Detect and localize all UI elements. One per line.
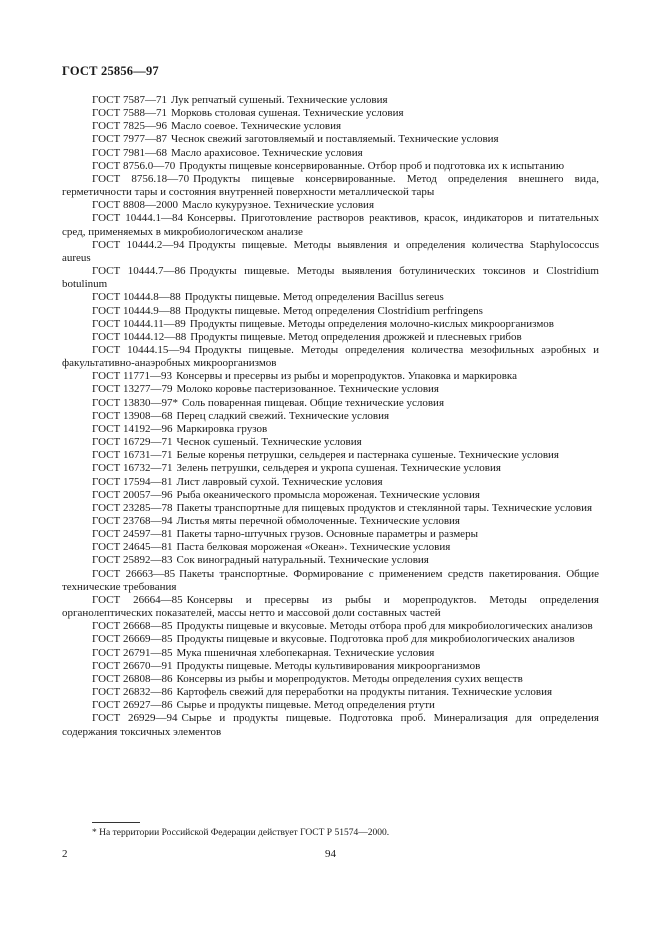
reference-entry bbox=[62, 410, 599, 423]
footnote-separator bbox=[92, 822, 140, 823]
reference-title: Масло кукурузное. Технические условия bbox=[181, 199, 375, 212]
reference-entry bbox=[62, 476, 599, 489]
reference-code: ГОСТ 13277—79 bbox=[92, 383, 173, 396]
reference-code: ГОСТ 26664—85 bbox=[92, 593, 183, 606]
reference-entry bbox=[62, 502, 599, 515]
reference-title: Перец сладкий свежий. Технические условия bbox=[176, 409, 390, 422]
reference-title: Масло арахисовое. Технические условия bbox=[170, 146, 363, 159]
reference-entry bbox=[62, 489, 599, 502]
reference-title: Морковь столовая сушеная. Технические условия bbox=[170, 107, 404, 120]
reference-entry bbox=[62, 239, 599, 265]
reference-title: Пакеты тарно-штучных грузов. Основные параметры и размеры bbox=[176, 528, 478, 541]
reference-code: ГОСТ 24645—81 bbox=[92, 541, 173, 554]
reference-code: ГОСТ 26668—85 bbox=[92, 620, 173, 633]
reference-code: ГОСТ 10444.2—94 bbox=[92, 238, 185, 251]
reference-entry bbox=[62, 633, 599, 646]
footnote: * На территории Российской Федерации действует ГОСТ Р 51574—2000. bbox=[92, 828, 390, 838]
reference-code: ГОСТ 16732—71 bbox=[92, 462, 173, 475]
reference-code: ГОСТ 14192—96 bbox=[92, 422, 173, 435]
reference-code: ГОСТ 7587—71 bbox=[92, 94, 167, 106]
reference-code: ГОСТ 10444.11—89 bbox=[92, 317, 186, 330]
reference-code: ГОСТ 10444.7—86 bbox=[92, 265, 186, 278]
reference-entry bbox=[62, 594, 599, 620]
reference-title: Лук репчатый сушеный. Технические условия bbox=[170, 94, 388, 106]
reference-entry bbox=[62, 344, 599, 370]
reference-title: Сырье и продукты пищевые. Подготовка проб. Минерализация для определения содержания токсичных элементов bbox=[62, 712, 599, 738]
reference-code: ГОСТ 10444.9—88 bbox=[92, 304, 181, 317]
reference-code: ГОСТ 23768—94 bbox=[92, 515, 173, 527]
reference-entry bbox=[62, 147, 599, 160]
reference-entry bbox=[62, 660, 599, 673]
reference-title: Сырье и продукты пищевые. Метод определения ртути bbox=[176, 699, 435, 712]
reference-title: Продукты пищевые и вкусовые. Подготовка проб для микробиологических анализов bbox=[176, 633, 575, 646]
reference-title: Продукты пищевые и вкусовые. Методы отбора проб для микробиологических анализов bbox=[176, 620, 593, 633]
reference-title: Продукты пищевые. Метод определения дрожжей и плесневых грибов bbox=[190, 330, 522, 343]
reference-entry bbox=[62, 712, 599, 738]
reference-code: ГОСТ 26791—85 bbox=[92, 646, 173, 659]
reference-entry bbox=[62, 212, 599, 238]
reference-entry bbox=[62, 370, 599, 383]
reference-code: ГОСТ 16729—71 bbox=[92, 436, 173, 449]
reference-title: Продукты пищевые. Метод определения Bacillus sereus bbox=[184, 291, 444, 304]
reference-code: ГОСТ 16731—71 bbox=[92, 449, 173, 462]
reference-code: ГОСТ 11771—93 bbox=[92, 370, 173, 383]
reference-title: Консервы и пресервы из рыбы и морепродуктов. Упаковка и маркировка bbox=[176, 370, 517, 383]
reference-title: Мука пшеничная хлебопекарная. Технические условия bbox=[176, 646, 435, 659]
reference-code: ГОСТ 8756.18—70 bbox=[92, 172, 190, 185]
reference-code: ГОСТ 7977—87 bbox=[92, 133, 167, 146]
reference-title: Зелень петрушки, сельдерея и укропа сушеная. Технические условия bbox=[176, 462, 501, 475]
reference-title: Сок виноградный натуральный. Технические условия bbox=[176, 554, 429, 567]
reference-title: Продукты пищевые. Методы выявления и определения количества Staphylococcus aureus bbox=[62, 238, 599, 264]
document-number-header: ГОСТ 25856—97 bbox=[62, 64, 159, 78]
reference-code: ГОСТ 8756.0—70 bbox=[92, 159, 176, 172]
reference-title: Продукты пищевые консервированные. Метод определения внешнего вида, герметичности тары и состояния внутренней поверхности металлической тары bbox=[62, 172, 599, 199]
reference-entry bbox=[62, 331, 599, 344]
reference-title: Консервы из рыбы и морепродуктов. Методы определения сухих веществ bbox=[176, 672, 523, 685]
reference-entry bbox=[62, 94, 599, 107]
reference-code: ГОСТ 26663—85 bbox=[92, 567, 176, 580]
reference-code: ГОСТ 10444.8—88 bbox=[92, 291, 181, 304]
reference-title: Продукты пищевые. Методы определения количества мезофильных аэробных и факультативно-анаэробных микроорганизмов bbox=[62, 343, 599, 370]
page-number-left: 2 bbox=[62, 848, 68, 860]
reference-entry bbox=[62, 133, 599, 146]
reference-code: ГОСТ 23285—78 bbox=[92, 501, 173, 514]
reference-title: Продукты пищевые. Методы определения молочно-кислых микроорганизмов bbox=[189, 317, 554, 330]
reference-title: Рыба океанического промысла мороженая. Технические условия bbox=[176, 488, 480, 501]
reference-title: Консервы и пресервы из рыбы и морепродуктов. Методы определения органолептических показателей, массы нетто и массовой доли составных частей bbox=[62, 593, 599, 620]
reference-title: Картофель свежий для переработки на продукты питания. Технические условия bbox=[176, 686, 553, 699]
reference-title: Пакеты транспортные. Формирование с применением средств пакетирования. Общие технические требования bbox=[62, 567, 599, 593]
reference-entry bbox=[62, 541, 599, 554]
reference-entry bbox=[62, 515, 599, 528]
reference-entry bbox=[62, 265, 599, 291]
reference-title: Лист лавровый сухой. Технические условия bbox=[176, 475, 383, 488]
reference-title: Продукты пищевые. Метод определения Clostridium perfringens bbox=[184, 304, 483, 317]
reference-code: ГОСТ 13830—97* bbox=[92, 396, 178, 409]
normative-references-list bbox=[62, 94, 599, 739]
reference-code: ГОСТ 26808—86 bbox=[92, 672, 173, 685]
reference-entry bbox=[62, 291, 599, 304]
reference-entry bbox=[62, 528, 599, 541]
reference-entry bbox=[62, 647, 599, 660]
reference-title: Консервы. Приготовление растворов реактивов, красок, индикаторов и питательных сред, применяемых в микробиологическом анализе bbox=[62, 212, 599, 238]
reference-code: ГОСТ 7825—96 bbox=[92, 120, 167, 133]
reference-entry bbox=[62, 686, 599, 699]
reference-code: ГОСТ 7588—71 bbox=[92, 107, 167, 120]
reference-title: Белые коренья петрушки, сельдерея и пастернака сушеные. Технические условия bbox=[176, 449, 559, 462]
reference-title: Листья мяты перечной обмолоченные. Технические условия bbox=[176, 515, 460, 527]
reference-title: Маркировка грузов bbox=[176, 422, 268, 435]
reference-title: Продукты пищевые консервированные. Отбор проб и подготовка их к испытанию bbox=[179, 159, 565, 172]
reference-code: ГОСТ 13908—68 bbox=[92, 409, 173, 422]
reference-title: Молоко коровье пастеризованное. Технические условия bbox=[176, 383, 439, 396]
reference-entry bbox=[62, 568, 599, 594]
reference-entry bbox=[62, 620, 599, 633]
reference-title: Чеснок сушеный. Технические условия bbox=[176, 436, 362, 449]
reference-entry bbox=[62, 673, 599, 686]
reference-code: ГОСТ 17594—81 bbox=[92, 475, 173, 488]
reference-entry bbox=[62, 199, 599, 212]
reference-entry bbox=[62, 699, 599, 712]
reference-code: ГОСТ 8808—2000 bbox=[92, 199, 178, 212]
reference-entry bbox=[62, 173, 599, 199]
reference-code: ГОСТ 25892—83 bbox=[92, 554, 173, 567]
reference-entry bbox=[62, 462, 599, 475]
reference-title: Продукты пищевые. Методы культивирования микроорганизмов bbox=[176, 659, 481, 672]
reference-code: ГОСТ 26927—86 bbox=[92, 699, 173, 712]
reference-entry bbox=[62, 107, 599, 120]
reference-entry bbox=[62, 397, 599, 410]
reference-entry bbox=[62, 423, 599, 436]
reference-title: Соль поваренная пищевая. Общие технические условия bbox=[181, 396, 445, 409]
reference-entry bbox=[62, 305, 599, 318]
reference-entry bbox=[62, 318, 599, 331]
reference-entry bbox=[62, 449, 599, 462]
reference-entry bbox=[62, 160, 599, 173]
reference-entry bbox=[62, 554, 599, 567]
reference-code: ГОСТ 10444.1—84 bbox=[92, 212, 184, 225]
reference-title: Пакеты транспортные для пищевых продуктов и стеклянной тары. Технические условия bbox=[176, 501, 593, 514]
reference-title: Паста белковая мороженая «Океан». Технические условия bbox=[176, 541, 451, 554]
reference-entry bbox=[62, 120, 599, 133]
reference-title: Масло соевое. Технические условия bbox=[170, 120, 342, 133]
reference-code: ГОСТ 26670—91 bbox=[92, 659, 173, 672]
reference-code: ГОСТ 10444.15—94 bbox=[92, 343, 191, 356]
reference-code: ГОСТ 10444.12—88 bbox=[92, 330, 187, 343]
reference-code: ГОСТ 20057—96 bbox=[92, 488, 173, 501]
reference-code: ГОСТ 26832—86 bbox=[92, 686, 173, 699]
reference-title: Чеснок свежий заготовляемый и поставляемый. Технические условия bbox=[170, 133, 499, 146]
reference-code: ГОСТ 7981—68 bbox=[92, 146, 167, 159]
reference-code: ГОСТ 26669—85 bbox=[92, 633, 173, 646]
reference-code: ГОСТ 24597—81 bbox=[92, 528, 173, 541]
reference-title: Продукты пищевые. Методы выявления ботулинических токсинов и Clostridium botulinum bbox=[62, 265, 599, 291]
reference-entry bbox=[62, 436, 599, 449]
reference-entry bbox=[62, 383, 599, 396]
page-number-center: 94 bbox=[325, 848, 336, 860]
reference-code: ГОСТ 26929—94 bbox=[92, 712, 178, 725]
